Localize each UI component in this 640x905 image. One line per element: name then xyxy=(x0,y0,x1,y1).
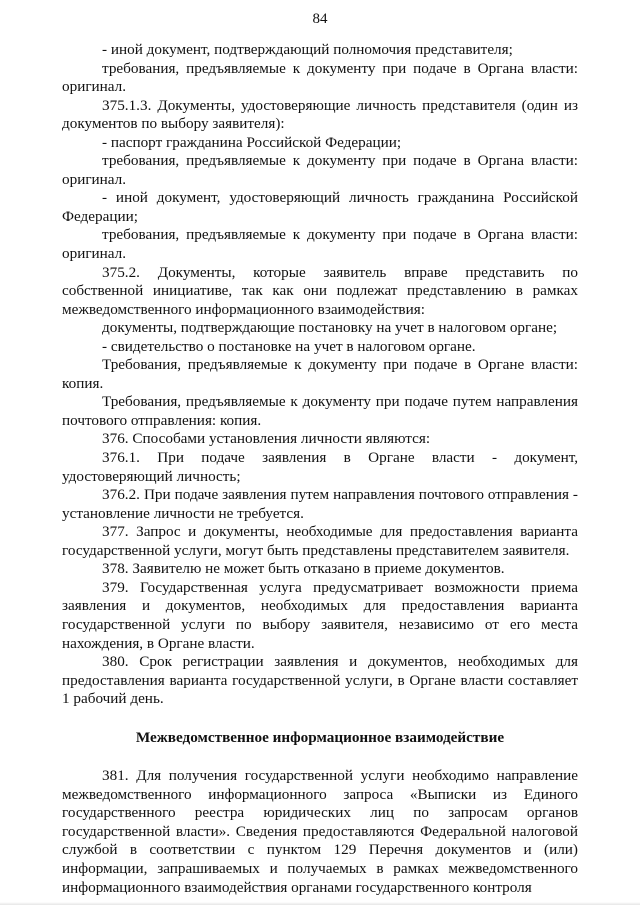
paragraph: требования, предъявляемые к документу при подаче в Органа власти: оригинал. xyxy=(62,152,578,188)
paragraph: - иной документ, подтверждающий полномочия представителя; xyxy=(102,41,513,58)
paragraph: 379. Государственная услуга предусматривает возможности приема заявления и документов, необходимых для предоставления варианта государственной услуги по выбору заявителя, независимо от его места нахождения, в Органе власти. xyxy=(62,578,578,652)
paragraph: - иной документ, удостоверяющий личность гражданина Российской Федерации; xyxy=(62,189,578,225)
paragraph: 376.2. При подаче заявления путем направления почтового отправления - установление личности не требуется. xyxy=(62,486,578,522)
paragraph: 380. Срок регистрации заявления и документов, необходимых для предоставления варианта государственной услуги, в Органе власти составляет 1 рабочий день. xyxy=(62,653,578,708)
document-body xyxy=(62,41,578,897)
section-heading: Межведомственное информационное взаимодействие xyxy=(135,728,505,746)
paragraph: требования, предъявляемые к документу при подаче в Органа власти: оригинал. xyxy=(62,226,578,263)
paragraph: 376. Способами установления личности являются: xyxy=(102,430,431,448)
paragraph: документы, подтверждающие постановку на учет в налоговом органе; xyxy=(102,319,558,337)
paragraph: 375.1.3. Документы, удостоверяющие личность представителя (один из документов по выбору заявителя): xyxy=(62,96,578,133)
paragraph: 377. Запрос и документы, необходимые для предоставления варианта государственной услуги, могут быть представлены представителем заявителя. xyxy=(62,523,578,559)
paragraph: 375.2. Документы, которые заявитель вправе представить по собственной инициативе, так как они подлежат представлению в рамках межведомственного информационного взаимодействия: xyxy=(62,263,578,318)
paragraph: Требования, предъявляемые к документу при подаче в Органе власти: копия. xyxy=(62,356,578,392)
paragraph: требования, предъявляемые к документу при подаче в Органа власти: оригинал. xyxy=(62,59,578,96)
paragraph: 378. Заявителю не может быть отказано в приеме документов. xyxy=(102,560,505,578)
paragraph: 376.1. При подаче заявления в Органе власти - документ, удостоверяющий личность; xyxy=(62,449,578,485)
page-number: 84 xyxy=(312,11,328,27)
paragraph: 381. Для получения государственной услуги необходимо направление межведомственного информационного запроса «Выписки из Единого государственного реестра юридических лиц по запросам органов государственной власти». Сведения предоставляются Федеральной налоговой службой в соответствии с пунктом 129 Перечня документов и (или) информации, запрашиваемых и получаемых в рамках межведомственного информационного взаимодействия органами государственного контроля xyxy=(62,767,578,896)
paragraph: - паспорт гражданина Российской Федерации; xyxy=(102,133,402,151)
paragraph: Требования, предъявляемые к документу при подаче путем направления почтового отправления: копия. xyxy=(62,393,578,429)
paragraph: - свидетельство о постановке на учет в налоговом органе. xyxy=(102,337,476,355)
